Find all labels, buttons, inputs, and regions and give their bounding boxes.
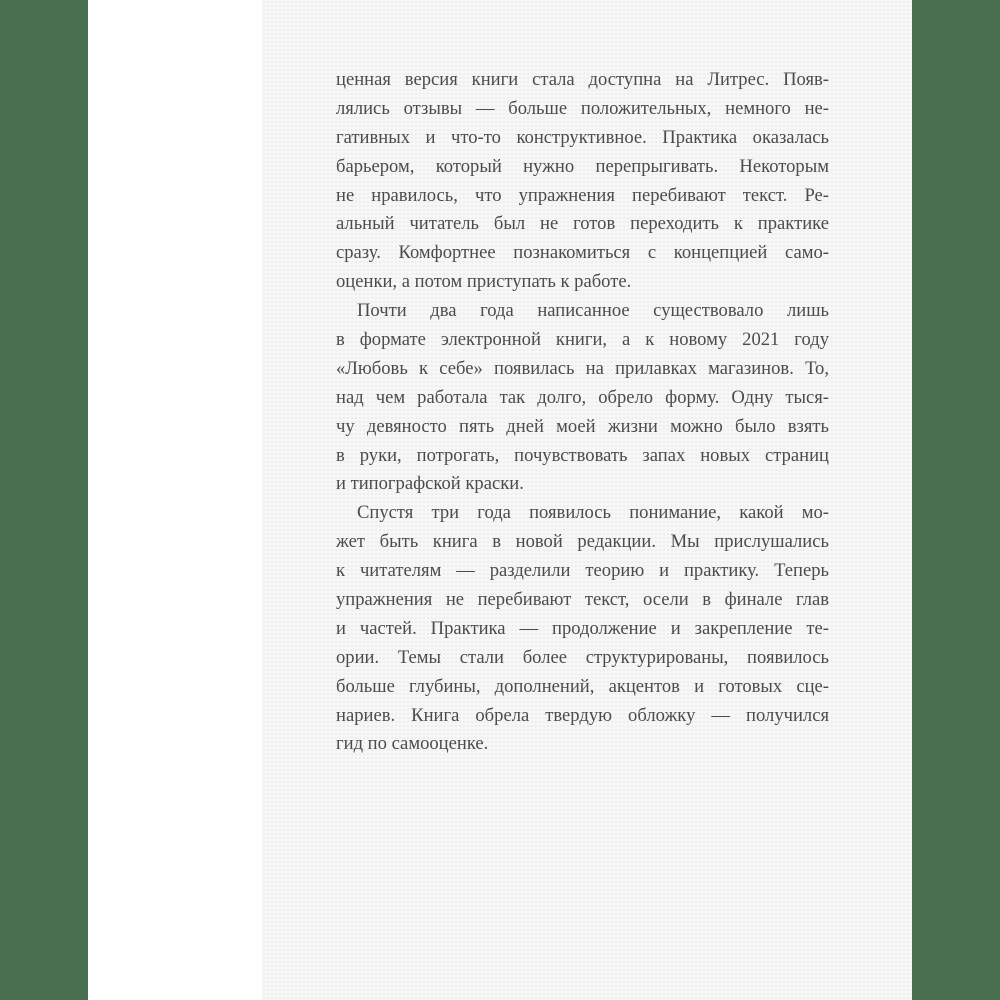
text-line: нариев. Книга обрела твердую обложку — получился [336,704,829,726]
outer-white-margin [88,0,262,1000]
text-line: ории. Темы стали более структурированы, появилось [336,646,829,668]
text-line: и типографской краски. [336,473,524,495]
text-line: к читателям — разделили теорию и практику. Теперь [336,560,829,582]
text-line: жет быть книга в новой редакции. Мы прислушались [336,531,829,553]
text-line: барьером, который нужно перепрыгивать. Некоторым [336,155,829,177]
text-line: и частей. Практика — продолжение и закрепление те- [336,617,829,639]
text-line: сразу. Комфортнее познакомиться с концепцией само- [336,242,829,264]
text-line: упражнения не перебивают текст, осели в финале глав [336,589,829,611]
text-line: Почти два года написанное существовало лишь [357,300,829,322]
text-line: «Любовь к себе» появилась на прилавках магазинов. То, [336,357,829,379]
book-text-block [336,66,829,759]
text-line: лялись отзывы — больше положительных, немного не- [336,97,829,119]
right-green-band [912,0,1000,1000]
text-line: в руки, потрогать, почувствовать запах новых страниц [336,444,829,466]
text-line: не нравилось, что упражнения перебивают текст. Ре- [336,184,829,206]
text-line: оценки, а потом приступать к работе. [336,271,632,293]
text-line: гид по самооценке. [336,733,489,755]
text-line: больше глубины, дополнений, акцентов и готовых сце- [336,675,829,697]
text-line: над чем работала так долго, обрело форму. Одну тыся- [336,386,829,408]
text-line: альный читатель был не готов переходить к практике [336,213,829,235]
text-line: ценная версия книги стала доступна на Литрес. Появ- [336,69,829,90]
text-line: гативных и что-то конструктивное. Практика оказалась [336,126,829,148]
text-line: в формате электронной книги, а к новому 2021 году [336,329,829,351]
text-line: Спустя три года появилось понимание, какой мо- [357,502,829,524]
text-line: чу девяносто пять дней моей жизни можно было взять [336,415,829,437]
left-green-band [0,0,88,1000]
